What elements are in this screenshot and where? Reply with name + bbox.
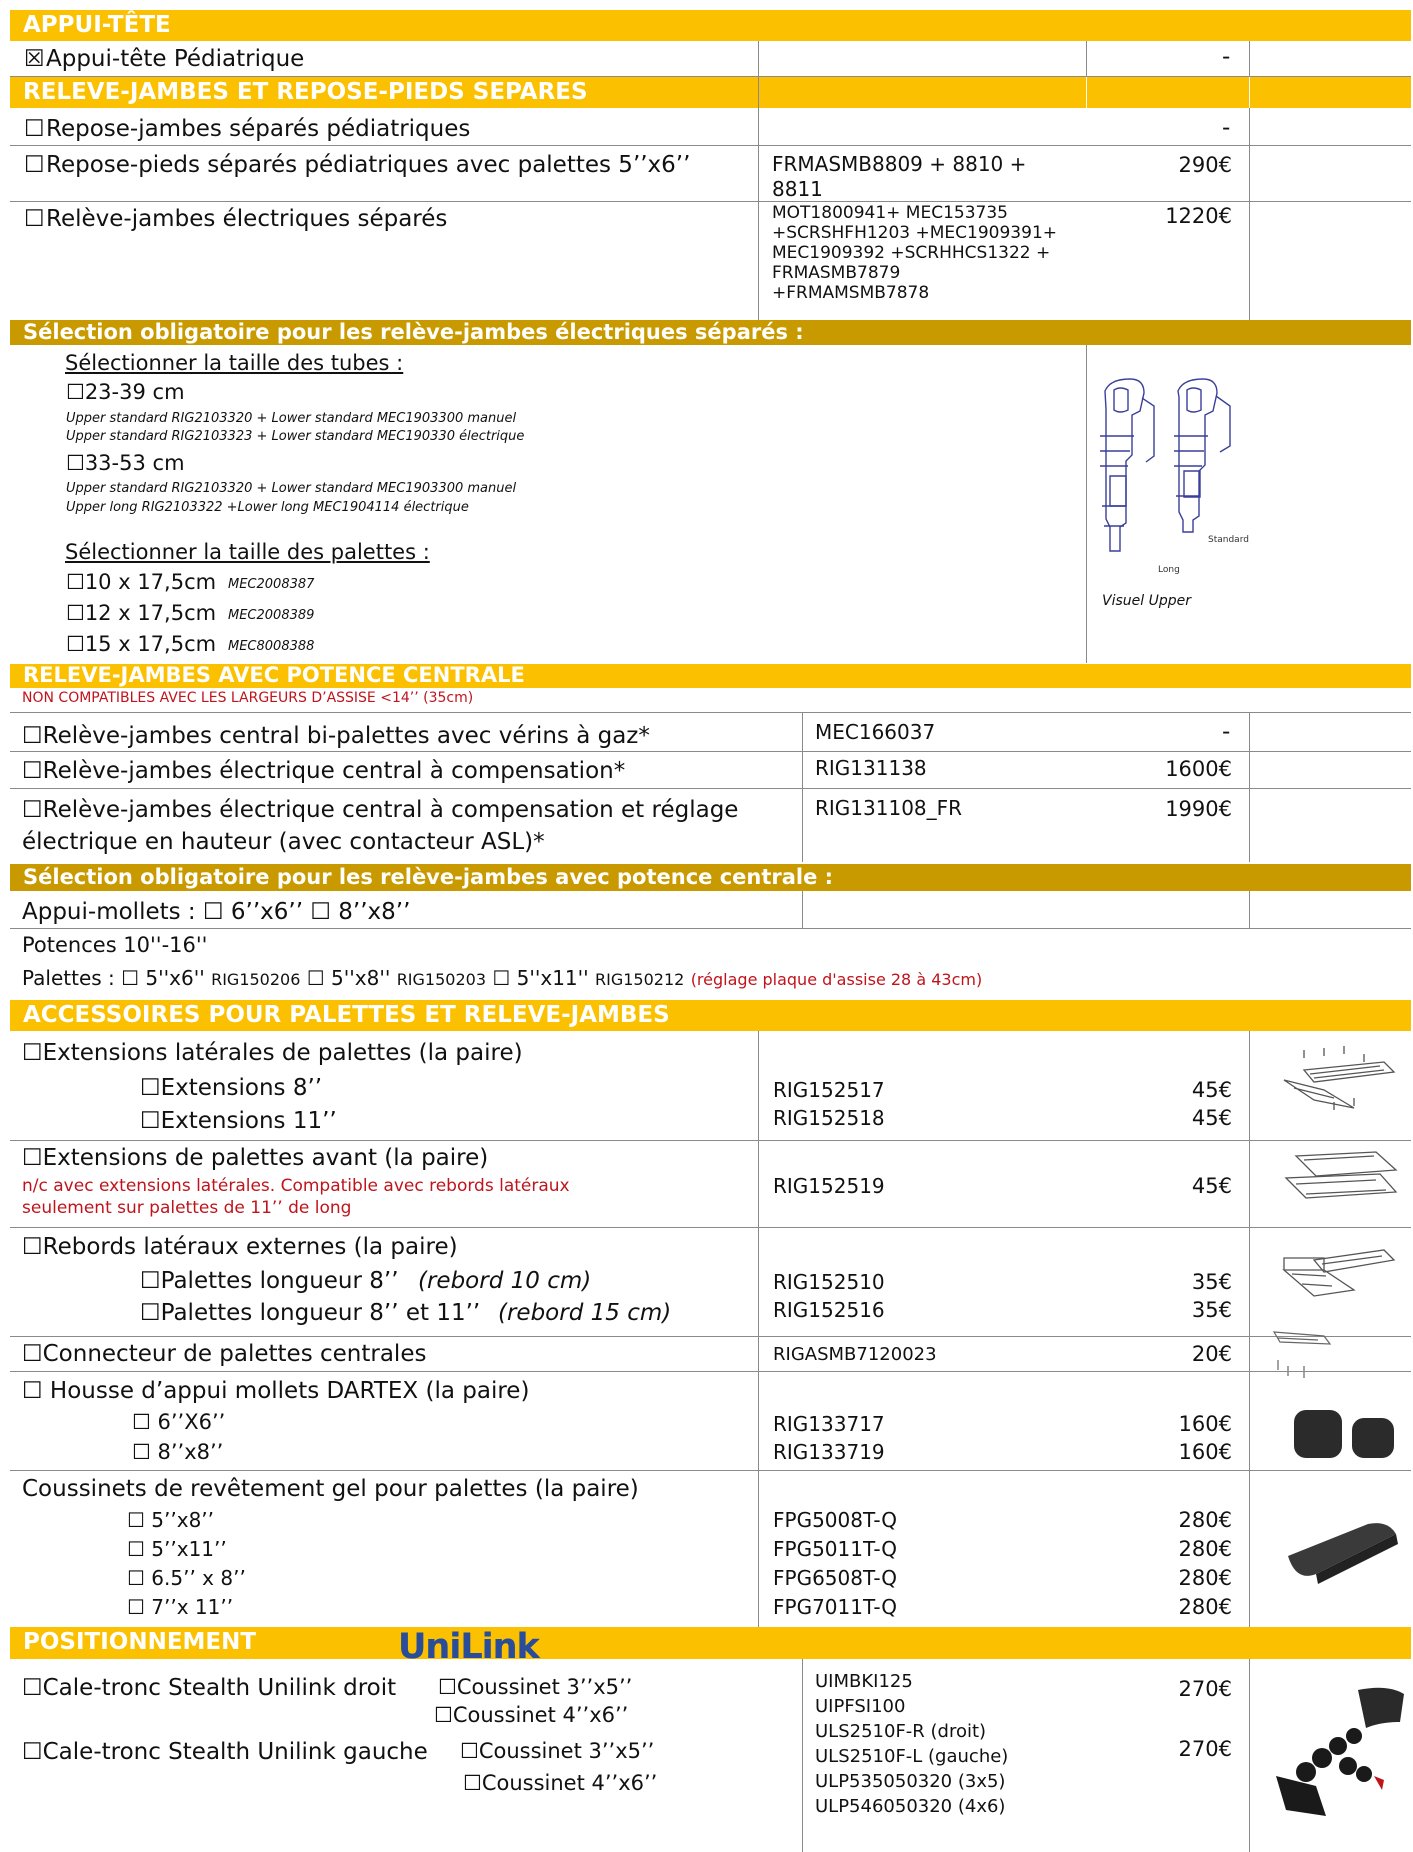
front-ext-note: n/c avec extensions latérales. Compatible avec rebords latéraux	[22, 1176, 570, 1196]
divider	[1086, 77, 1087, 108]
plate-option[interactable]: ☐15 x 17,5cm	[66, 632, 217, 656]
divider	[1086, 41, 1087, 77]
legrest-row-3-check[interactable]: ☐	[24, 206, 45, 232]
tube-note: Upper long RIG2103322 +Lower long MEC1904114 électrique	[66, 500, 469, 515]
plate-code: MEC8008388	[228, 639, 315, 654]
long-label: Long	[1158, 565, 1180, 575]
plates-option-5x6[interactable]: Palettes : ☐ 5''x6''	[22, 966, 205, 990]
section-header-central	[10, 664, 1411, 688]
gel-6.5x8[interactable]: ☐ 6.5’’ x 8’’	[127, 1566, 246, 1590]
lateral-ext-11-price: 45€	[1191, 1106, 1232, 1130]
section-header-legrests	[10, 77, 1411, 108]
gel-5x8-price: 280€	[1178, 1508, 1232, 1532]
connector-price: 20€	[1191, 1342, 1232, 1366]
headrest-price: -	[1222, 44, 1231, 70]
connector-title[interactable]: ☐Connecteur de palettes centrales	[22, 1341, 427, 1367]
positioning-code: ULS2510F-R (droit)	[815, 1721, 987, 1742]
standard-label: Standard	[1208, 535, 1249, 545]
divider	[1249, 108, 1250, 320]
divider	[802, 891, 803, 928]
divider	[10, 751, 1411, 752]
trunk-left-pad-4x6[interactable]: ☐Coussinet 4’’x6’’	[463, 1771, 658, 1795]
front-ext-price: 45€	[1191, 1174, 1232, 1198]
legrest-row-2-label: Repose-pieds séparés pédiatriques avec palettes 5’’x6’’	[46, 152, 691, 178]
divider	[10, 1336, 1411, 1337]
cover-8x8-code: RIG133719	[773, 1440, 885, 1464]
legrest-row-3-code: FRMASMB7879	[772, 263, 901, 283]
gel-7x11[interactable]: ☐ 7’’x 11’’	[127, 1595, 234, 1619]
divider	[1249, 77, 1250, 108]
connector-image	[1264, 1326, 1344, 1390]
lateral-ext-title[interactable]: ☐Extensions latérales de palettes (la paire)	[22, 1040, 523, 1066]
rims-8-code: RIG152510	[773, 1270, 885, 1294]
plates-note: (réglage plaque d'assise 28 à 43cm)	[690, 970, 983, 989]
plate-option[interactable]: ☐10 x 17,5cm	[66, 570, 217, 594]
rims-11[interactable]: ☐Palettes longueur 8’’ et 11’’	[140, 1300, 481, 1326]
central-row-3-label[interactable]: ☐Relève-jambes électrique central à compensation et réglage	[22, 797, 739, 823]
upper-visual-caption: Visuel Upper	[1102, 593, 1191, 609]
rims-8-note: (rebord 10 cm)	[418, 1268, 592, 1294]
divider	[10, 1371, 1411, 1372]
divider	[10, 1140, 1411, 1141]
central-row-1-label[interactable]: ☐Relève-jambes central bi-palettes avec vérins à gaz*	[22, 723, 650, 749]
legrest-row-3-label: Relève-jambes électriques séparés	[46, 206, 448, 232]
central-row-3-code: RIG131108_FR	[815, 796, 963, 820]
trunk-right-price: 270€	[1178, 1677, 1232, 1701]
plate-option[interactable]: ☐12 x 17,5cm	[66, 601, 217, 625]
trunk-left-label[interactable]: ☐Cale-tronc Stealth Unilink gauche	[22, 1739, 428, 1765]
divider	[1249, 41, 1250, 77]
tubes-heading: Sélectionner la taille des tubes :	[65, 351, 404, 375]
trunk-left-price: 270€	[1178, 1737, 1232, 1761]
plates-heading: Sélectionner la taille des palettes :	[65, 540, 430, 564]
central-row-2-label[interactable]: ☐Relève-jambes électrique central à compensation*	[22, 758, 626, 784]
central-row-2-price: 1600€	[1165, 757, 1232, 781]
legrest-row-3-code: +FRMAMSMB7878	[772, 283, 930, 303]
section-header-mandatory-central	[10, 864, 1411, 891]
divider	[758, 41, 759, 320]
section-header-headrest	[10, 10, 1411, 41]
rims-11-note: (rebord 15 cm)	[498, 1300, 672, 1326]
legrest-row-3-code: +SCRSHFH1203 +MEC1909391+	[772, 223, 1057, 243]
plates-code-1: RIG150206	[211, 970, 301, 989]
rims-11-price: 35€	[1191, 1298, 1232, 1322]
section-title: Sélection obligatoire pour les relève-jambes avec potence centrale :	[23, 865, 834, 889]
central-row-3-price: 1990€	[1165, 797, 1232, 821]
plate-code: MEC2008387	[228, 577, 315, 592]
front-extensions-image	[1276, 1144, 1406, 1214]
legrest-row-2-price: 290€	[1178, 153, 1232, 177]
positioning-code: ULP546050320 (4x6)	[815, 1796, 1006, 1817]
trunk-right-label[interactable]: ☐Cale-tronc Stealth Unilink droit	[22, 1675, 397, 1701]
lateral-ext-8-price: 45€	[1191, 1078, 1232, 1102]
front-ext-title[interactable]: ☐Extensions de palettes avant (la paire)	[22, 1145, 489, 1171]
gel-7x11-price: 280€	[1178, 1595, 1232, 1619]
section-title: ACCESSOIRES POUR PALETTES ET RELEVE-JAMBES	[23, 1002, 670, 1028]
cover-8x8[interactable]: ☐ 8’’x8’’	[132, 1440, 224, 1464]
divider	[1249, 1031, 1250, 1627]
trunk-right-pad-3x5[interactable]: ☐Coussinet 3’’x5’’	[438, 1675, 633, 1699]
rims-image	[1274, 1240, 1404, 1315]
gel-7x11-code: FPG7011T-Q	[773, 1595, 898, 1619]
rims-8[interactable]: ☐Palettes longueur 8’’	[140, 1268, 399, 1294]
divider	[1249, 712, 1250, 862]
gel-5x11[interactable]: ☐ 5’’x11’’	[127, 1537, 227, 1561]
legrest-row-3-price: 1220€	[1165, 204, 1232, 228]
gel-5x8[interactable]: ☐ 5’’x8’’	[127, 1508, 215, 1532]
trunk-left-pad-3x5[interactable]: ☐Coussinet 3’’x5’’	[460, 1739, 655, 1763]
positioning-code: UIMBKI125	[815, 1671, 913, 1692]
lateral-ext-11[interactable]: ☐Extensions 11’’	[140, 1108, 337, 1134]
positioning-code: ULP535050320 (3x5)	[815, 1771, 1006, 1792]
divider	[10, 145, 1411, 146]
central-compat-note: NON COMPATIBLES AVEC LES LARGEURS D’ASSISE <14’’ (35cm)	[22, 690, 474, 706]
divider	[10, 712, 1411, 713]
divider	[10, 201, 1411, 202]
section-header-accessories	[10, 1000, 1411, 1031]
divider	[10, 1470, 1411, 1471]
central-row-1-price: -	[1222, 719, 1231, 745]
rims-11-code: RIG152516	[773, 1298, 885, 1322]
calf-support-options[interactable]: Appui-mollets : ☐ 6’’x6’’ ☐ 8’’x8’’	[22, 899, 411, 925]
plates-option-5x8[interactable]: ☐ 5''x8''	[306, 966, 391, 990]
plates-code-2: RIG150203	[396, 970, 486, 989]
plates-line	[22, 966, 982, 990]
plates-option-5x11[interactable]: ☐ 5''x11''	[492, 966, 589, 990]
positioning-code: UIPFSI100	[815, 1696, 906, 1717]
upper-tube-illustration	[1090, 376, 1260, 586]
gel-6.5x8-code: FPG6508T-Q	[773, 1566, 898, 1590]
divider	[10, 1227, 1411, 1228]
divider	[10, 928, 1411, 929]
rims-8-price: 35€	[1191, 1270, 1232, 1294]
gel-pad-image	[1280, 1520, 1405, 1600]
central-row-2-code: RIG131138	[815, 756, 927, 780]
lateral-extensions-image	[1274, 1040, 1404, 1120]
central-row-3-label-line2: électrique en hauteur (avec contacteur ASL)*	[22, 829, 545, 855]
front-ext-code: RIG152519	[773, 1174, 885, 1198]
legrest-row-2-code: 8811	[772, 177, 823, 201]
tube-note: Upper standard RIG2103320 + Lower standard MEC1903300 manuel	[66, 481, 517, 496]
connector-code: RIGASMB7120023	[773, 1344, 937, 1365]
divider	[1249, 891, 1250, 928]
divider	[1086, 345, 1087, 663]
section-title: Sélection obligatoire pour les relève-jambes électriques séparés :	[23, 320, 804, 344]
legrest-row-3-code: MOT1800941+ MEC153735	[772, 203, 1008, 223]
stems-label: Potences 10''-16''	[22, 933, 208, 957]
unilink-logo: UniLink	[398, 1627, 539, 1667]
divider	[802, 1659, 803, 1852]
gel-5x11-price: 280€	[1178, 1537, 1232, 1561]
tube-option[interactable]: ☐33-53 cm	[66, 451, 185, 475]
front-ext-note: seulement sur palettes de 11’’ de long	[22, 1198, 352, 1218]
central-row-1-code: MEC166037	[815, 720, 936, 744]
cover-title[interactable]: ☐ Housse d’appui mollets DARTEX (la paire)	[22, 1378, 530, 1404]
section-title: POSITIONNEMENT	[23, 1629, 257, 1655]
cover-6x6-code: RIG133717	[773, 1412, 885, 1436]
legrest-row-1-label: Repose-jambes séparés pédiatriques	[46, 116, 471, 142]
section-title: APPUI-TÊTE	[23, 12, 171, 38]
gel-6.5x8-price: 280€	[1178, 1566, 1232, 1590]
divider	[1249, 1659, 1250, 1852]
section-title: RELEVE-JAMBES AVEC POTENCE CENTRALE	[23, 663, 525, 687]
gel-title: Coussinets de revêtement gel pour palettes (la paire)	[22, 1476, 639, 1502]
tube-note: Upper standard RIG2103320 + Lower standard MEC1903300 manuel	[66, 411, 517, 426]
divider	[10, 788, 1411, 789]
legrest-row-1-price: -	[1222, 115, 1231, 141]
divider	[802, 712, 803, 862]
legrest-row-2-code: FRMASMB8809 + 8810 +	[772, 152, 1027, 176]
rims-title[interactable]: ☐Rebords latéraux externes (la paire)	[22, 1234, 458, 1260]
tube-note: Upper standard RIG2103323 + Lower standard MEC190330 électrique	[66, 429, 525, 444]
section-header-positioning	[10, 1627, 1411, 1659]
positioning-code: ULS2510F-L (gauche)	[815, 1746, 1009, 1767]
trunk-right-pad-4x6[interactable]: ☐Coussinet 4’’x6’’	[434, 1703, 629, 1727]
cover-6x6[interactable]: ☐ 6’’X6’’	[132, 1410, 226, 1434]
legrest-row-1-check[interactable]: ☐	[24, 116, 45, 142]
headrest-label: Appui-tête Pédiatrique	[46, 46, 305, 72]
section-header-mandatory-separate	[10, 320, 1411, 345]
cover-6x6-price: 160€	[1178, 1412, 1232, 1436]
legrest-row-3-code: MEC1909392 +SCRHHCS1322 +	[772, 243, 1051, 263]
gel-5x11-code: FPG5011T-Q	[773, 1537, 898, 1561]
gel-5x8-code: FPG5008T-Q	[773, 1508, 898, 1532]
legrest-row-2-check[interactable]: ☐	[24, 152, 45, 178]
calf-cover-image	[1290, 1404, 1400, 1464]
cover-8x8-price: 160€	[1178, 1440, 1232, 1464]
divider	[758, 1031, 759, 1627]
lateral-ext-8[interactable]: ☐Extensions 8’’	[140, 1075, 323, 1101]
plate-code: MEC2008389	[228, 608, 315, 623]
tube-option[interactable]: ☐23-39 cm	[66, 380, 185, 404]
lateral-ext-8-code: RIG152517	[773, 1078, 885, 1102]
section-title: RELEVE-JAMBES ET REPOSE-PIEDS SEPARES	[23, 79, 588, 105]
trunk-support-image	[1262, 1680, 1412, 1840]
lateral-ext-11-code: RIG152518	[773, 1106, 885, 1130]
plates-code-3: RIG150212	[595, 970, 685, 989]
headrest-check[interactable]: ☒	[24, 46, 45, 72]
